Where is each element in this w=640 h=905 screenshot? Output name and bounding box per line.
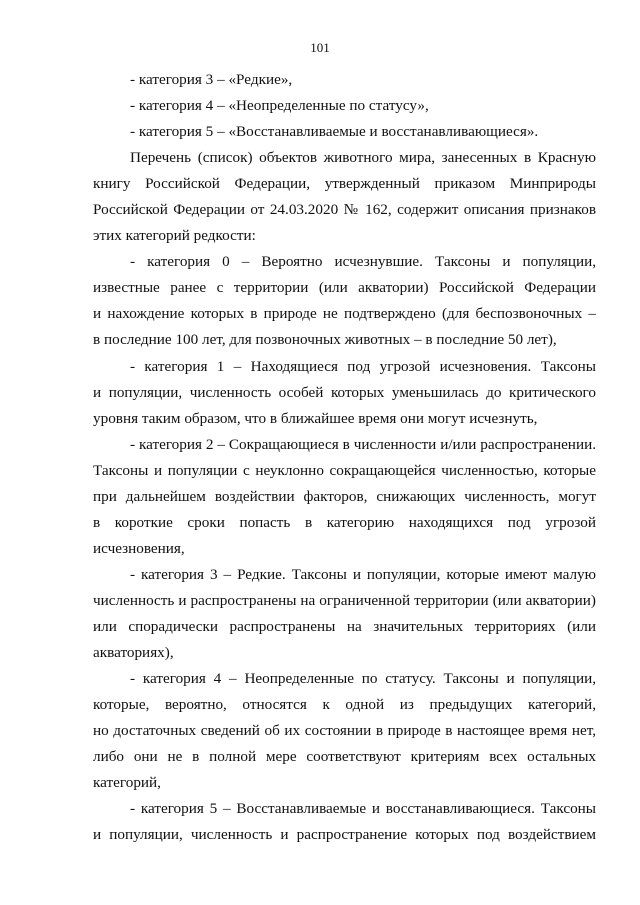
text-line: в короткие сроки попасть в категорию находящихся под угрозой [93, 513, 596, 531]
text-line: - категория 4 – Неопределенные по статусу. Таксоны и популяции, [130, 670, 596, 688]
text-line: или спорадически распространены на значительных территориях (или [93, 617, 596, 635]
text-line: и популяции, численность особей которых уменьшилась до критического [93, 383, 596, 401]
text-line: - категория 5 – «Восстанавливаемые и восстанавливающиеся». [130, 123, 539, 141]
text-line: известные ранее с территории (или акватории) Российской Федерации [93, 279, 596, 297]
text-line: в последние 100 лет, для позвоночных животных – в последние 50 лет), [93, 331, 557, 349]
text-line: - категория 1 – Находящиеся под угрозой исчезновения. Таксоны [130, 357, 596, 375]
page-number: 101 [310, 40, 330, 55]
text-line: - категория 3 – Редкие. Таксоны и популяции, которые имеют малую [130, 565, 596, 583]
text-line: Перечень (список) объектов животного мира, занесенных в Красную [130, 149, 596, 167]
text-line: - категория 4 – «Неопределенные по статусу», [130, 97, 429, 115]
text-line: уровня таким образом, что в ближайшее время они могут исчезнуть, [93, 409, 538, 427]
text-line: категорий, [93, 774, 161, 792]
text-line: книгу Российской Федерации, утвержденный приказом Минприроды [93, 175, 596, 193]
text-line: при дальнейшем воздействии факторов, снижающих численность, могут [93, 487, 596, 505]
text-line: Таксоны и популяции с неуклонно сокращающейся численностью, которые [93, 461, 596, 479]
text-line: но достаточных сведений об их состоянии в природе в настоящее время нет, [93, 722, 596, 740]
text-line: - категория 5 – Восстанавливаемые и восстанавливающиеся. Таксоны [130, 800, 596, 818]
text-line: акваториях), [93, 644, 174, 662]
text-line: и популяции, численность и распространение которых под воздействием [93, 826, 596, 844]
text-line: либо они не в полной мере соответствуют критериям всех остальных [93, 748, 596, 766]
text-line: этих категорий редкости: [93, 227, 256, 245]
text-line: численность и распространены на ограниченной территории (или акватории) [93, 591, 596, 609]
document-body [93, 67, 596, 848]
text-line: Российской Федерации от 24.03.2020 № 162, содержит описания признаков [93, 201, 596, 219]
text-line: которые, вероятно, относятся к одной из предыдущих категорий, [93, 696, 596, 714]
text-line: исчезновения, [93, 539, 185, 557]
text-line: - категория 2 – Сокращающиеся в численности и/или распространении. [130, 435, 596, 453]
text-line: и нахождение которых в природе не подтверждено (для беспозвоночных – [93, 305, 596, 323]
text-line: - категория 0 – Вероятно исчезнувшие. Таксоны и популяции, [130, 253, 596, 271]
text-line: - категория 3 – «Редкие», [130, 71, 293, 88]
